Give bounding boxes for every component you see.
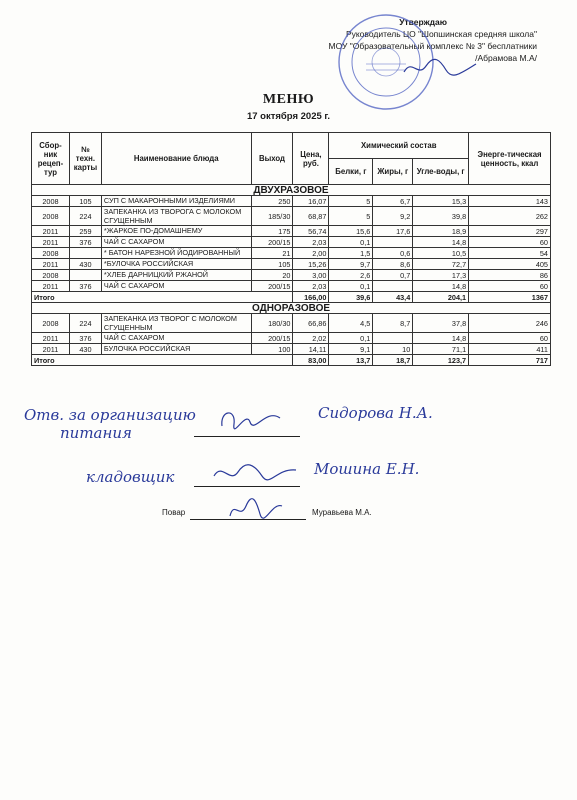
recipe-collection-cell: 2011	[32, 226, 70, 237]
header-protein: Белки, г	[329, 159, 373, 185]
energy-cell: 54	[469, 248, 551, 259]
price-cell: 2,00	[293, 248, 329, 259]
total-row	[32, 292, 551, 303]
section-title: ОДНОРАЗОВОЕ	[32, 303, 551, 314]
total-energy: 1367	[469, 292, 551, 303]
price-cell: 15,26	[293, 259, 329, 270]
total-protein: 13,7	[329, 355, 373, 366]
fat-cell	[373, 281, 413, 292]
carb-cell: 71,1	[413, 344, 469, 355]
total-price: 166,00	[293, 292, 329, 303]
responsible-label: Отв. за организацию	[24, 406, 196, 424]
protein-cell: 5	[329, 207, 373, 226]
approval-line-1: Руководитель ЦО "Шопшинская средняя школа"	[345, 29, 537, 39]
cook-signature	[226, 496, 286, 522]
director-signature	[400, 56, 480, 80]
output-cell: 250	[251, 196, 293, 207]
protein-cell: 5	[329, 196, 373, 207]
total-carb: 123,7	[413, 355, 469, 366]
protein-cell: 15,6	[329, 226, 373, 237]
section-header-row	[32, 303, 551, 314]
fat-cell: 17,6	[373, 226, 413, 237]
protein-cell: 0,1	[329, 281, 373, 292]
output-cell: 200/15	[251, 333, 293, 344]
price-cell: 2,03	[293, 281, 329, 292]
carb-cell: 14,8	[413, 333, 469, 344]
protein-cell: 1,5	[329, 248, 373, 259]
table-row	[32, 281, 551, 292]
total-energy: 717	[469, 355, 551, 366]
output-cell: 200/15	[251, 237, 293, 248]
carb-cell: 17,3	[413, 270, 469, 281]
tech-card-cell: 259	[69, 226, 101, 237]
cook-label: Повар	[162, 508, 186, 517]
fat-cell: 0,6	[373, 248, 413, 259]
price-cell: 68,87	[293, 207, 329, 226]
energy-cell: 405	[469, 259, 551, 270]
output-cell: 185/30	[251, 207, 293, 226]
output-cell: 21	[251, 248, 293, 259]
tech-card-cell: 376	[69, 333, 101, 344]
header-price: Цена, руб.	[293, 133, 329, 185]
section-title: ДВУХРАЗОВОЕ	[32, 185, 551, 196]
header-sbornik: Сбор-ник рецеп-тур	[32, 133, 70, 185]
tech-card-cell	[69, 270, 101, 281]
carb-cell: 18,9	[413, 226, 469, 237]
protein-cell: 0,1	[329, 237, 373, 248]
total-fat: 18,7	[373, 355, 413, 366]
recipe-collection-cell: 2011	[32, 281, 70, 292]
dish-name-cell: ЧАЙ С САХАРОМ	[101, 237, 251, 248]
output-cell: 200/15	[251, 281, 293, 292]
carb-cell: 10,5	[413, 248, 469, 259]
tech-card-cell: 430	[69, 344, 101, 355]
total-protein: 39,6	[329, 292, 373, 303]
dish-name-cell: СУП С МАКАРОННЫМИ ИЗДЕЛИЯМИ	[101, 196, 251, 207]
total-label: Итого	[32, 355, 293, 366]
tech-card-cell: 224	[69, 207, 101, 226]
price-cell: 3,00	[293, 270, 329, 281]
table-row	[32, 344, 551, 355]
header-dish-name: Наименование блюда	[101, 133, 251, 185]
cook-name: Муравьева М.А.	[312, 508, 372, 517]
tech-card-cell: 105	[69, 196, 101, 207]
approval-line-2: МОУ "Образовательный комплекс № 3" бесплатники	[328, 41, 537, 51]
price-cell: 56,74	[293, 226, 329, 237]
recipe-collection-cell: 2011	[32, 344, 70, 355]
table-row	[32, 259, 551, 270]
energy-cell: 143	[469, 196, 551, 207]
protein-cell: 4,5	[329, 314, 373, 333]
protein-cell: 2,6	[329, 270, 373, 281]
header-tech-card: № техн. карты	[69, 133, 101, 185]
dish-name-cell: ЧАЙ С САХАРОМ	[101, 333, 251, 344]
fat-cell: 8,7	[373, 314, 413, 333]
recipe-collection-cell: 2008	[32, 270, 70, 281]
dish-name-cell: *ХЛЕБ ДАРНИЦКИЙ РЖАНОЙ	[101, 270, 251, 281]
fat-cell: 8,6	[373, 259, 413, 270]
dish-name-cell: * БАТОН НАРЕЗНОЙ ЙОДИРОВАННЫЙ	[101, 248, 251, 259]
recipe-collection-cell: 2008	[32, 314, 70, 333]
price-cell: 2,03	[293, 237, 329, 248]
carb-cell: 72,7	[413, 259, 469, 270]
tech-card-cell: 224	[69, 314, 101, 333]
fat-cell	[373, 237, 413, 248]
price-cell: 16,07	[293, 196, 329, 207]
price-cell: 14,11	[293, 344, 329, 355]
output-cell: 20	[251, 270, 293, 281]
table-row	[32, 237, 551, 248]
tech-card-cell: 376	[69, 237, 101, 248]
table-row	[32, 248, 551, 259]
fat-cell: 0,7	[373, 270, 413, 281]
recipe-collection-cell: 2011	[32, 333, 70, 344]
dish-name-cell: ЗАПЕКАНКА ИЗ ТВОРОГ С МОЛОКОМ СГУЩЕННЫМ	[101, 314, 251, 333]
energy-cell: 411	[469, 344, 551, 355]
energy-cell: 246	[469, 314, 551, 333]
output-cell: 180/30	[251, 314, 293, 333]
responsible-signature	[216, 404, 286, 434]
tech-card-cell: 376	[69, 281, 101, 292]
dish-name-cell: ЗАПЕКАНКА ИЗ ТВОРОГА С МОЛОКОМ СГУЩЕННЫМ	[101, 207, 251, 226]
table-row	[32, 270, 551, 281]
fat-cell	[373, 333, 413, 344]
dish-name-cell: *БУЛОЧКА РОССИЙСКАЯ	[101, 259, 251, 270]
header-energy: Энерге-тическая ценность, ккал	[469, 133, 551, 185]
dish-name-cell: *ЖАРКОЕ ПО-ДОМАШНЕМУ	[101, 226, 251, 237]
carb-cell: 15,3	[413, 196, 469, 207]
output-cell: 175	[251, 226, 293, 237]
total-price: 83,00	[293, 355, 329, 366]
energy-cell: 60	[469, 237, 551, 248]
protein-cell: 0,1	[329, 333, 373, 344]
energy-cell: 297	[469, 226, 551, 237]
menu-date: 17 октября 2025 г.	[246, 111, 331, 122]
recipe-collection-cell: 2008	[32, 248, 70, 259]
total-fat: 43,4	[373, 292, 413, 303]
responsible-name: Сидорова Н.А.	[318, 404, 433, 422]
energy-cell: 60	[469, 281, 551, 292]
menu-table	[31, 132, 551, 366]
table-row	[32, 226, 551, 237]
carb-cell: 14,8	[413, 281, 469, 292]
fat-cell: 6,7	[373, 196, 413, 207]
header-carb: Угле-воды, г	[413, 159, 469, 185]
recipe-collection-cell: 2008	[32, 196, 70, 207]
table-row	[32, 314, 551, 333]
header-fat: Жиры, г	[373, 159, 413, 185]
total-row	[32, 355, 551, 366]
protein-cell: 9,1	[329, 344, 373, 355]
header-output: Выход	[251, 133, 293, 185]
carb-cell: 39,8	[413, 207, 469, 226]
storekeeper-signature	[210, 458, 300, 488]
energy-cell: 262	[469, 207, 551, 226]
tech-card-cell: 430	[69, 259, 101, 270]
output-cell: 105	[251, 259, 293, 270]
section-header-row	[32, 185, 551, 196]
carb-cell: 14,8	[413, 237, 469, 248]
table-row	[32, 196, 551, 207]
energy-cell: 60	[469, 333, 551, 344]
protein-cell: 9,7	[329, 259, 373, 270]
responsible-label-2: питания	[60, 424, 132, 442]
table-row	[32, 207, 551, 226]
price-cell: 66,86	[293, 314, 329, 333]
output-cell: 100	[251, 344, 293, 355]
storekeeper-label: кладовщик	[86, 468, 175, 486]
energy-cell: 86	[469, 270, 551, 281]
dish-name-cell: ЧАЙ С САХАРОМ	[101, 281, 251, 292]
table-row	[32, 333, 551, 344]
tech-card-cell	[69, 248, 101, 259]
approval-line-3: /Абрамова М.А/	[475, 53, 537, 63]
recipe-collection-cell: 2008	[32, 207, 70, 226]
approval-heading: Утверждаю	[399, 17, 447, 27]
price-cell: 2,02	[293, 333, 329, 344]
recipe-collection-cell: 2011	[32, 237, 70, 248]
header-chemical: Химический состав	[329, 133, 469, 159]
fat-cell: 9,2	[373, 207, 413, 226]
page-title: МЕНЮ	[262, 92, 315, 107]
dish-name-cell: БУЛОЧКА РОССИЙСКАЯ	[101, 344, 251, 355]
total-carb: 204,1	[413, 292, 469, 303]
recipe-collection-cell: 2011	[32, 259, 70, 270]
total-label: Итого	[32, 292, 293, 303]
storekeeper-name: Мошина Е.Н.	[314, 460, 420, 478]
fat-cell: 10	[373, 344, 413, 355]
carb-cell: 37,8	[413, 314, 469, 333]
responsible-signature-line	[194, 436, 300, 437]
